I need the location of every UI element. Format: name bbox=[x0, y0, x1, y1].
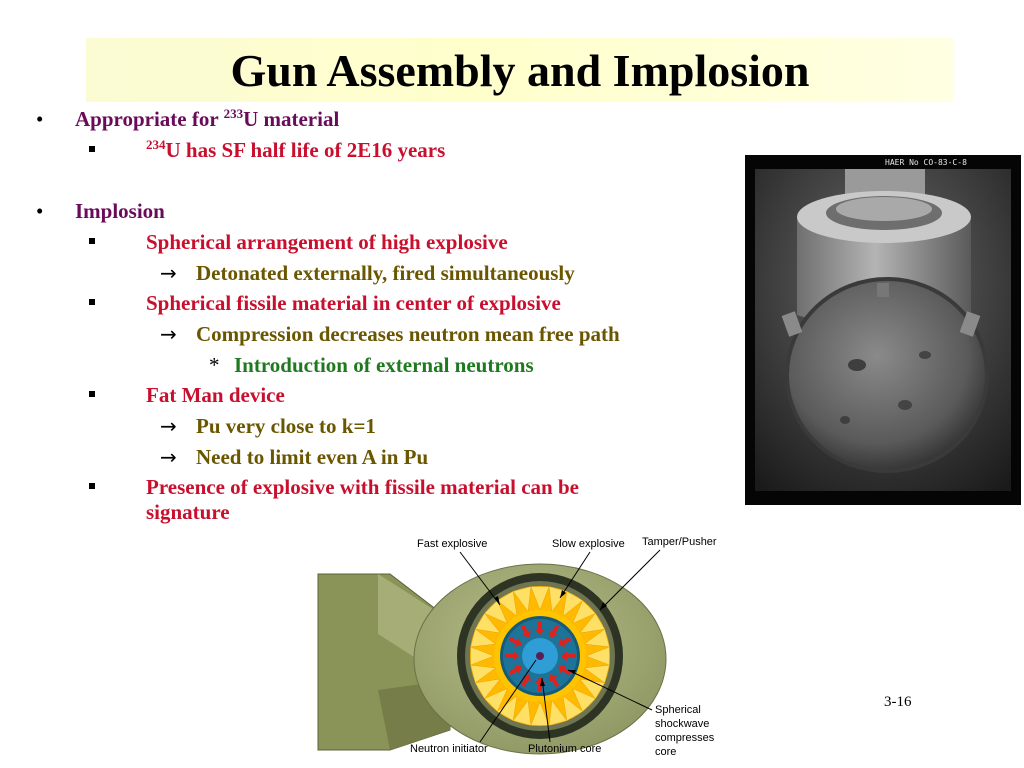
arrow-icon: → bbox=[160, 261, 177, 285]
square-bullet bbox=[89, 299, 95, 305]
label-fast-explosive: Fast explosive bbox=[417, 538, 488, 550]
arrow-icon: → bbox=[160, 445, 177, 469]
bullet-pu-k1: Pu very close to k=1 bbox=[196, 414, 376, 438]
square-bullet bbox=[89, 391, 95, 397]
label-core: Plutonium core bbox=[528, 743, 602, 755]
bullet-dot: • bbox=[36, 199, 44, 223]
label-tamper: Tamper/Pusher bbox=[642, 536, 717, 548]
hemisphere-photo bbox=[745, 155, 1021, 505]
bullet-detonated: Detonated externally, fired simultaneously bbox=[196, 261, 575, 285]
bullet-implosion: Implosion bbox=[75, 199, 165, 223]
bullet-dot: • bbox=[36, 107, 44, 131]
label-initiator: Neutron initiator bbox=[410, 743, 488, 755]
bullet-appropriate: Appropriate for $^{233}$U material bbox=[75, 106, 340, 131]
label-shockwave-1: Spherical bbox=[655, 704, 701, 716]
label-shockwave-2: shockwave bbox=[655, 718, 710, 730]
bullet-compression: Compression decreases neutron mean free path bbox=[196, 322, 620, 346]
slide-title: Gun Assembly and Implosion bbox=[230, 45, 810, 96]
square-bullet bbox=[89, 483, 95, 489]
page-number: 3-16 bbox=[884, 694, 912, 710]
label-shockwave-3: compresses bbox=[655, 732, 715, 744]
bullet-fissile-center: Spherical fissile material in center of explosive bbox=[146, 291, 561, 315]
label-shockwave-4: core bbox=[655, 746, 677, 758]
bullet-sf-half-life: $^{234}$U has SF half life of 2E16 years bbox=[146, 137, 446, 162]
asterisk-bullet: * bbox=[209, 353, 220, 377]
bullet-external-neutrons: Introduction of external neutrons bbox=[234, 353, 534, 377]
bullet-signature-line1: Presence of explosive with fissile material can be bbox=[146, 475, 579, 499]
photo-stamp: HAER No CO-83-C-8 bbox=[885, 158, 967, 167]
arrow-icon: → bbox=[160, 414, 177, 438]
label-slow-explosive: Slow explosive bbox=[552, 538, 625, 550]
arrow-icon: → bbox=[160, 322, 177, 346]
bullet-even-a: Need to limit even A in Pu bbox=[196, 445, 429, 469]
bullet-fat-man: Fat Man device bbox=[146, 383, 285, 407]
bullet-spherical-arrangement: Spherical arrangement of high explosive bbox=[146, 230, 508, 254]
bullet-signature-line2: signature bbox=[146, 500, 230, 524]
fat-man-diagram bbox=[300, 530, 740, 768]
square-bullet bbox=[89, 146, 95, 152]
square-bullet bbox=[89, 238, 95, 244]
